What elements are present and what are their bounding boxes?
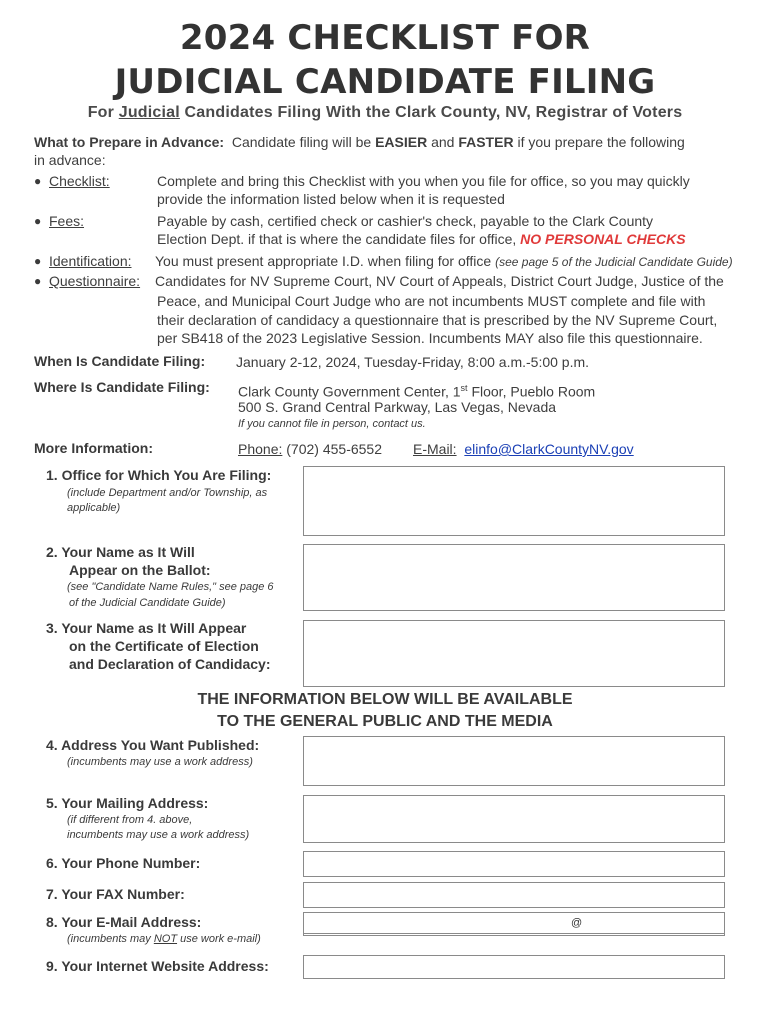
- phone-info: Phone: (702) 455-6552: [238, 441, 383, 457]
- website-input[interactable]: [303, 955, 725, 979]
- fees-desc-1: Payable by cash, certified check or cashier's check, payable to the Clark County: [157, 213, 654, 229]
- q1-note-2: applicable): [67, 502, 121, 514]
- fees-term: Fees:: [49, 213, 85, 229]
- where-line-3: If you cannot file in person, contact us.: [238, 418, 426, 430]
- q2-note-1: (see "Candidate Name Rules," see page 6: [67, 581, 274, 593]
- q3-label-3: and Declaration of Candidacy:: [69, 656, 271, 672]
- q3-label-2: on the Certificate of Election: [69, 638, 259, 654]
- questionnaire-desc-1: Candidates for NV Supreme Court, NV Court of Appeals, District Court Judge, Justice of the: [155, 273, 724, 289]
- public-notice-line-1: THE INFORMATION BELOW WILL BE AVAILABLE: [197, 691, 573, 708]
- email-info: E-Mail: elinfo@ClarkCountyNV.gov: [413, 441, 634, 457]
- q1-note-1: (include Department and/or Township, as: [67, 487, 268, 499]
- fees-desc-2: Election Dept. if that is where the candidate files for office, NO PERSONAL CHECKS: [157, 231, 686, 247]
- q7-label: 7. Your FAX Number:: [46, 886, 185, 902]
- bullet-icon: ●: [34, 214, 42, 228]
- email-link[interactable]: elinfo@ClarkCountyNV.gov: [464, 441, 634, 457]
- mailing-address-input[interactable]: [303, 795, 725, 843]
- questionnaire-term: Questionnaire:: [49, 273, 141, 289]
- bullet-icon: ●: [34, 174, 42, 188]
- questionnaire-desc-3: their declaration of candidacy a questionnaire that is prescribed by the NV Supreme Court,: [157, 312, 718, 328]
- page-title-line-1: 2024 CHECKLIST FOR: [179, 18, 591, 58]
- questionnaire-desc-4: per SB418 of the 2023 Legislative Session. Incumbents MAY also file this questionnaire.: [157, 330, 703, 346]
- office-input[interactable]: [303, 466, 725, 536]
- q6-label: 6. Your Phone Number:: [46, 855, 201, 871]
- q3-label: 3. Your Name as It Will Appear: [46, 620, 247, 636]
- q5-note-2: incumbents may use a work address): [67, 829, 250, 841]
- identification-desc: You must present appropriate I.D. when filing for office (see page 5 of the Judicial Candidate Guide): [155, 253, 733, 269]
- q5-note-1: (if different from 4. above,: [67, 814, 193, 826]
- q8-label: 8. Your E-Mail Address:: [46, 914, 202, 930]
- q5-label: 5. Your Mailing Address:: [46, 795, 209, 811]
- more-info-label: More Information:: [34, 440, 153, 456]
- when-label: When Is Candidate Filing:: [34, 353, 206, 369]
- bullet-icon: ●: [34, 274, 42, 288]
- checklist-term: Checklist:: [49, 173, 110, 189]
- page-title-line-2: JUDICIAL CANDIDATE FILING: [114, 62, 656, 102]
- published-address-input[interactable]: [303, 736, 725, 786]
- email-input[interactable]: [303, 912, 725, 936]
- where-label: Where Is Candidate Filing:: [34, 379, 210, 395]
- q2-note-2: of the Judicial Candidate Guide): [69, 597, 226, 609]
- where-line-1: Clark County Government Center, 1st Floor, Pueblo Room: [238, 383, 596, 400]
- identification-term: Identification:: [49, 253, 132, 269]
- fax-input[interactable]: [303, 882, 725, 908]
- email-underline: [304, 933, 724, 934]
- q1-label: 1. Office for Which You Are Filing:: [46, 467, 272, 483]
- certificate-name-input[interactable]: [303, 620, 725, 687]
- questionnaire-desc-2: Peace, and Municipal Court Judge who are not incumbents MUST complete and file with: [157, 293, 706, 309]
- where-line-2: 500 S. Grand Central Parkway, Las Vegas, Nevada: [238, 399, 557, 415]
- q8-note: (incumbents may NOT use work e-mail): [67, 933, 261, 945]
- ballot-name-input[interactable]: [303, 544, 725, 611]
- when-value: January 2-12, 2024, Tuesday-Friday, 8:00 a.m.-5:00 p.m.: [236, 354, 590, 370]
- checklist-desc-2: provide the information listed below when it is requested: [157, 191, 505, 207]
- phone-input[interactable]: [303, 851, 725, 877]
- checklist-desc-1: Complete and bring this Checklist with you when you file for office, so you may quickly: [157, 173, 690, 189]
- q2-label: 2. Your Name as It Will: [46, 544, 195, 560]
- prepare-intro: What to Prepare in Advance: Candidate filing will be EASIER and FASTER if you prepare the following: [34, 134, 685, 150]
- page-subtitle: For Judicial Candidates Filing With the Clark County, NV, Registrar of Voters: [87, 104, 683, 121]
- q9-label: 9. Your Internet Website Address:: [46, 958, 269, 974]
- q4-note: (incumbents may use a work address): [67, 756, 253, 768]
- public-notice-line-2: TO THE GENERAL PUBLIC AND THE MEDIA: [217, 713, 553, 730]
- bullet-icon: ●: [34, 254, 42, 268]
- at-sign: @: [571, 917, 583, 929]
- no-personal-checks-warning: NO PERSONAL CHECKS: [520, 231, 686, 247]
- q2-label-2: Appear on the Ballot:: [69, 562, 211, 578]
- q4-label: 4. Address You Want Published:: [46, 737, 260, 753]
- prepare-intro-cont: in advance:: [34, 152, 106, 168]
